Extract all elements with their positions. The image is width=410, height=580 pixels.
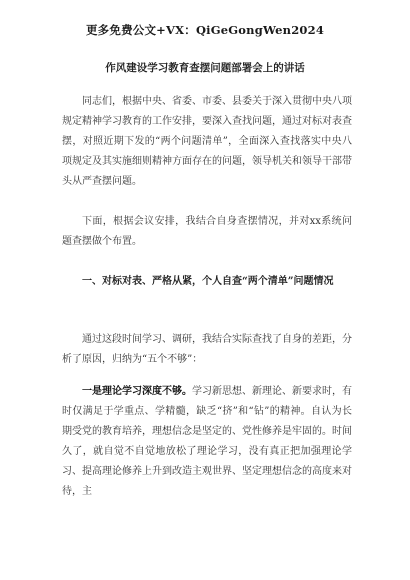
paragraph-intro: 同志们，根据中央、省委、市委、县委关于深入贯彻中央八项规定精神学习教育的工作安排，要深入查找问题，通过对标对表查摆，对照近期下发的“两个问题清单”，全面深入查找落实中央八项规定及其实施细则精神方面存在的问题，领导机关和领导干部带头从严查摆问题。 [62,96,352,187]
paragraph-arrangement: 下面，根据会议安排，我结合自身查摆情况，并对xx系统问题查摆做个布置。 [62,216,352,247]
paragraph-findings: 通过这段时间学习、调研，我结合实际查找了自身的差距，分析了原因，归纳为“五个不够”： [62,334,352,365]
promo-header: 更多免费公文+VX：QiGeGongWen2024 [85,23,325,37]
section-heading-1: 一、对标对表、严格从紧，个人自查“两个清单”问题情况 [82,276,334,287]
paragraph-point-1 [62,382,352,502]
point-1-text: 学习新思想、新理论、新要求时，有时仅满足于学重点、学精髓，缺乏“挤”和“钻”的精神。自认为长期受党的教育培养，理想信念是坚定的、党性修养是牢固的。时间久了，就自觉不自觉地放松了理论学习，没有真正把加强理论学习、提高理论修养上升到改造主观世界、坚定理想信念的高度来对待，主 [62,386,352,497]
document-title: 作风建设学习教育查摆问题部署会上的讲话 [105,62,305,74]
point-1-lead: 一是理论学习深度不够。 [82,386,192,397]
